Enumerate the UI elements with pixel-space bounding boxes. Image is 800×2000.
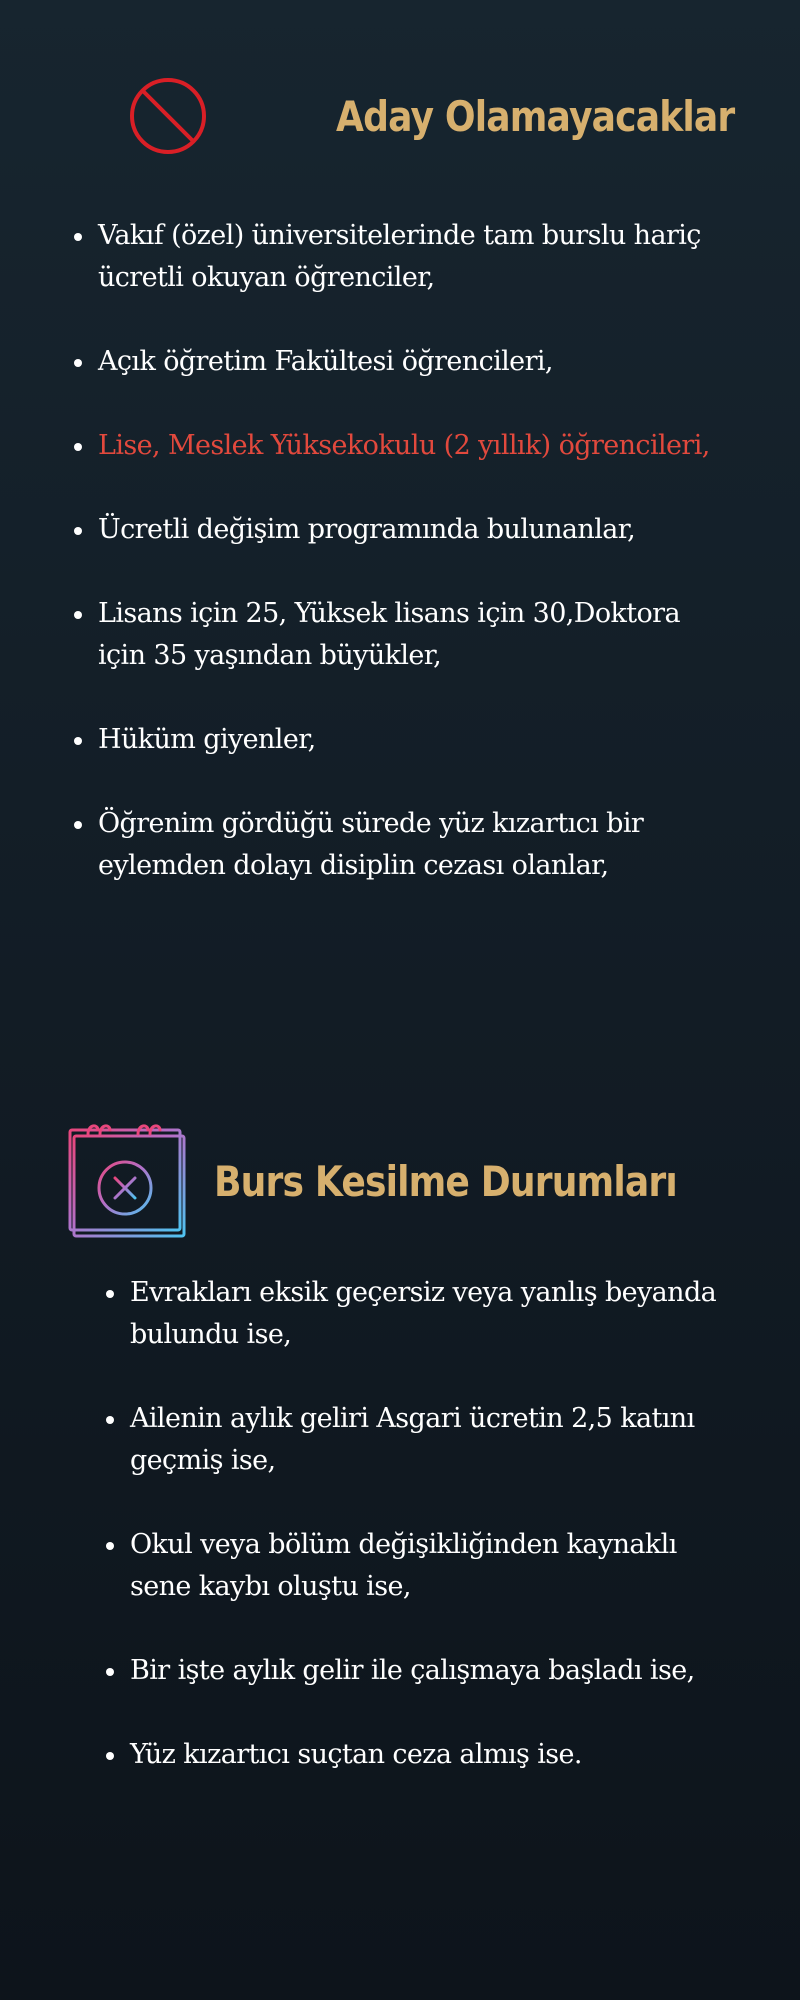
ineligible-list bbox=[72, 215, 712, 929]
termination-list bbox=[104, 1272, 724, 1818]
list-item: Öğrenim gördüğü sürede yüz kızartıcı bir eylemden dolayı disiplin cezası olanlar, bbox=[72, 803, 712, 887]
list-item: Evrakları eksik geçersiz veya yanlış beyanda bulundu ise, bbox=[104, 1272, 724, 1356]
termination-header bbox=[68, 1120, 752, 1242]
termination-title: Burs Kesilme Durumları bbox=[214, 1156, 677, 1206]
list-item: Bir işte aylık gelir ile çalışmaya başladı ise, bbox=[104, 1650, 724, 1692]
prohibited-icon bbox=[128, 76, 208, 156]
list-item: Ücretli değişim programında bulunanlar, bbox=[72, 509, 712, 551]
list-item: Hüküm giyenler, bbox=[72, 719, 712, 761]
list-item: Ailenin aylık geliri Asgari ücretin 2,5 katını geçmiş ise, bbox=[104, 1398, 724, 1482]
ineligible-header bbox=[128, 76, 799, 156]
calendar-cancel-icon bbox=[68, 1120, 190, 1242]
list-item-highlighted: Lise, Meslek Yüksekokulu (2 yıllık) öğrencileri, bbox=[72, 425, 712, 467]
list-item: Vakıf (özel) üniversitelerinde tam burslu hariç ücretli okuyan öğrenciler, bbox=[72, 215, 712, 299]
list-item: Lisans için 25, Yüksek lisans için 30,Doktora için 35 yaşından büyükler, bbox=[72, 593, 712, 677]
list-item: Okul veya bölüm değişikliğinden kaynaklı sene kaybı oluştu ise, bbox=[104, 1524, 724, 1608]
list-item: Açık öğretim Fakültesi öğrencileri, bbox=[72, 341, 712, 383]
list-item: Yüz kızartıcı suçtan ceza almış ise. bbox=[104, 1734, 724, 1776]
ineligible-title: Aday Olamayacaklar bbox=[336, 91, 735, 141]
